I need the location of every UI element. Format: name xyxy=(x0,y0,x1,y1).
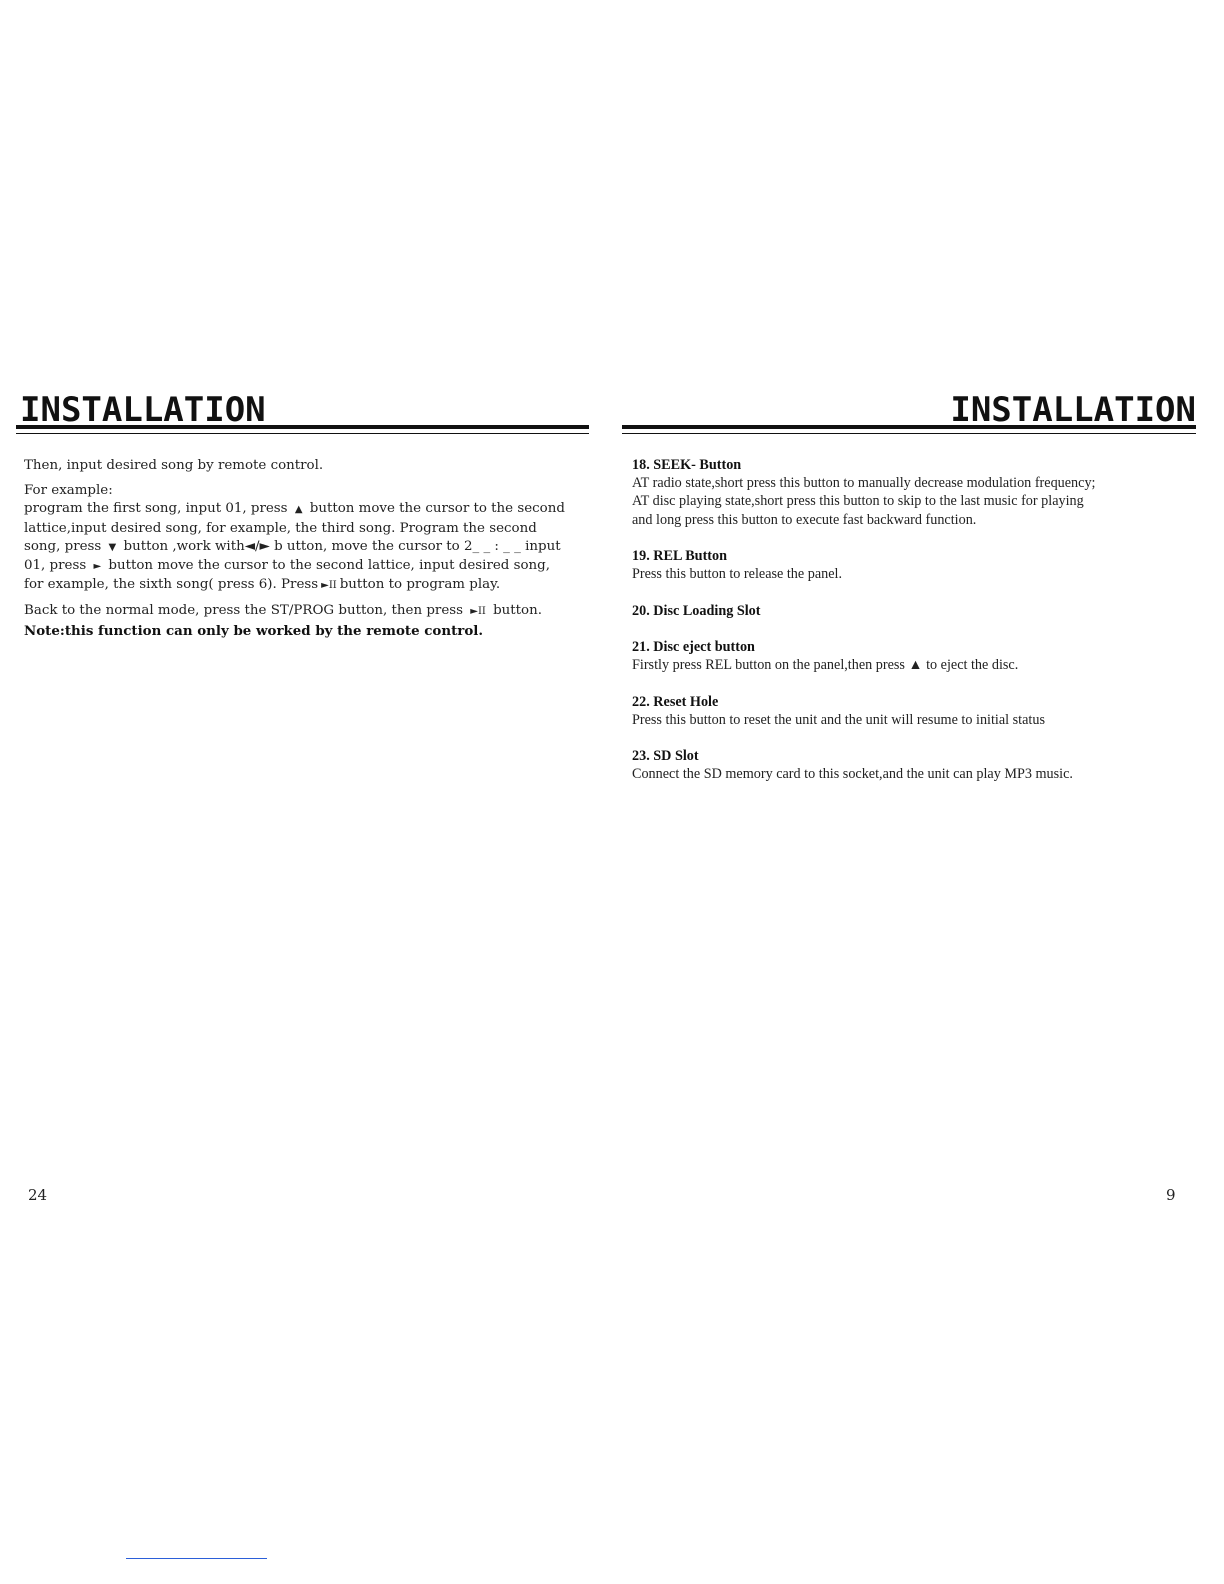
page-number-left: 24 xyxy=(28,1186,48,1204)
example-line-text: program the first song, input 01, press xyxy=(24,501,292,517)
play-pause-icon: ►II xyxy=(470,606,486,618)
heading-rule-thin xyxy=(16,433,589,434)
example-line-text: song, press xyxy=(24,538,106,554)
example-line xyxy=(24,520,569,538)
item-description-line: AT radio state,short press this button to manually decrease modulation frequency; xyxy=(632,475,1096,492)
example-line-text: lattice,input desired song, for example, the third song. Program the second xyxy=(24,520,537,536)
description-item xyxy=(632,693,1192,729)
left-page-body xyxy=(24,457,569,640)
button-descriptions xyxy=(632,456,1192,802)
intro-text: Then, input desired song by remote control. xyxy=(24,458,324,473)
example-line-text: button ,work with◄/► b utton, move the cursor to 2_ _ : _ _ input xyxy=(119,538,561,554)
button-symbol-icon: ▲ xyxy=(294,504,303,516)
button-symbol-icon: ▼ xyxy=(108,541,117,553)
left-page-heading: INSTALLATION xyxy=(20,390,266,430)
blue-underline xyxy=(126,1558,267,1559)
example-line-text: button move the cursor to the second lattice, input desired song, xyxy=(104,558,550,574)
item-title: 23. SD Slot xyxy=(632,748,699,765)
button-symbol-icon: ► xyxy=(93,561,102,573)
right-page xyxy=(612,0,1224,1584)
example-line xyxy=(24,576,569,595)
back-line xyxy=(24,602,569,621)
item-description-line: Connect the SD memory card to this socket,and the unit can play MP3 music. xyxy=(632,766,1073,783)
description-item xyxy=(632,456,1192,529)
item-title: 22. Reset Hole xyxy=(632,693,719,710)
item-description-line: Firstly press REL button on the panel,then press ▲ to eject the disc. xyxy=(632,657,1019,674)
back-line-end: button. xyxy=(488,603,543,619)
right-page-heading: INSTALLATION xyxy=(950,390,1196,430)
item-description-line: AT disc playing state,short press this button to skip to the last music for playing xyxy=(632,493,1084,510)
description-item xyxy=(632,602,1192,620)
item-title: 18. SEEK- Button xyxy=(632,457,742,473)
description-item xyxy=(632,547,1192,583)
remote-note: Note:this function can only be worked by the remote control. xyxy=(24,622,484,639)
description-item xyxy=(632,638,1192,674)
heading-rule-thin xyxy=(622,433,1196,434)
example-paragraph xyxy=(24,500,569,595)
item-description-line: Press this button to reset the unit and the unit will resume to initial status xyxy=(632,711,1045,728)
item-title: 20. Disc Loading Slot xyxy=(632,602,761,619)
page-number-right: 9 xyxy=(1166,1186,1176,1204)
item-title: 21. Disc eject button xyxy=(632,638,755,655)
button-symbol-icon: ►II xyxy=(321,580,337,592)
item-description-line: Press this button to release the panel. xyxy=(632,566,843,583)
example-line-text: button to program play. xyxy=(339,577,501,593)
description-item xyxy=(632,747,1192,783)
example-line-text: 01, press xyxy=(24,558,91,574)
example-line xyxy=(24,500,569,519)
example-line-text: button move the cursor to the second xyxy=(305,501,565,517)
heading-rule-thick xyxy=(16,425,589,429)
item-title: 19. REL Button xyxy=(632,548,728,564)
back-line-text: Back to the normal mode, press the ST/PROG button, then press xyxy=(24,603,468,619)
item-description-line: and long press this button to execute fast backward function. xyxy=(632,511,977,528)
example-line xyxy=(24,557,569,576)
heading-rule-thick xyxy=(622,425,1196,429)
example-label: For example: xyxy=(24,483,113,499)
example-line-text: for example, the sixth song( press 6). Press xyxy=(24,577,319,593)
example-line xyxy=(24,538,569,557)
